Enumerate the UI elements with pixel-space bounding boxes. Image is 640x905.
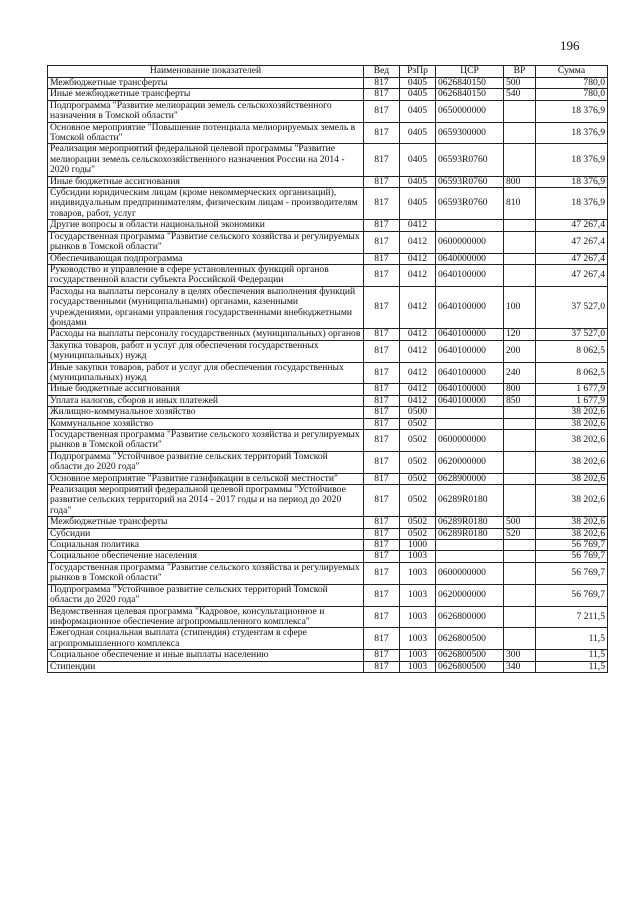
row-name-cell: Иные бюджетные ассигнования xyxy=(48,176,364,187)
row-rzpr-cell: 0412 xyxy=(400,384,436,395)
row-vr-cell xyxy=(504,606,536,628)
row-rzpr-cell: 0502 xyxy=(400,485,436,517)
row-vr-cell xyxy=(504,231,536,253)
row-ved-cell: 817 xyxy=(364,253,400,264)
row-ved-cell: 817 xyxy=(364,220,400,231)
row-ved-cell: 817 xyxy=(364,407,400,418)
row-rzpr-cell: 1000 xyxy=(400,540,436,551)
row-name-cell: Основное мероприятие "Развитие газификации в сельской местности" xyxy=(48,473,364,484)
row-vr-cell: 800 xyxy=(504,384,536,395)
row-sum-cell: 18 376,9 xyxy=(536,144,608,176)
row-sum-cell: 780,0 xyxy=(536,89,608,100)
row-vr-cell: 340 xyxy=(504,661,536,672)
row-sum-cell: 7 211,5 xyxy=(536,606,608,628)
row-csr-cell: 06593R0760 xyxy=(436,176,504,187)
row-csr-cell: 0640100000 xyxy=(436,264,504,286)
row-name-cell: Закупка товаров, работ и услуг для обеспечения государственных (муниципальных) нужд xyxy=(48,340,364,362)
row-ved-cell: 817 xyxy=(364,485,400,517)
table-row xyxy=(48,176,608,187)
row-sum-cell: 38 202,6 xyxy=(536,528,608,539)
table-row xyxy=(48,89,608,100)
row-csr-cell: 06289R0180 xyxy=(436,528,504,539)
row-vr-cell: 100 xyxy=(504,286,536,329)
table-row xyxy=(48,584,608,606)
row-sum-cell: 56 769,7 xyxy=(536,551,608,562)
row-rzpr-cell: 0502 xyxy=(400,517,436,528)
row-sum-cell: 37 527,0 xyxy=(536,286,608,329)
row-vr-cell xyxy=(504,473,536,484)
row-rzpr-cell: 1003 xyxy=(400,562,436,584)
table-row xyxy=(48,562,608,584)
row-sum-cell: 1 677,9 xyxy=(536,384,608,395)
table-row xyxy=(48,340,608,362)
row-rzpr-cell: 0412 xyxy=(400,264,436,286)
row-name-cell: Обеспечивающая подпрограмма xyxy=(48,253,364,264)
row-rzpr-cell: 0405 xyxy=(400,144,436,176)
row-ved-cell: 817 xyxy=(364,329,400,340)
row-name-cell: Социальное обеспечение и иные выплаты населению xyxy=(48,650,364,661)
row-sum-cell: 56 769,7 xyxy=(536,562,608,584)
row-csr-cell: 0640100000 xyxy=(436,395,504,406)
table-row xyxy=(48,540,608,551)
row-name-cell: Стипендии xyxy=(48,661,364,672)
row-ved-cell: 817 xyxy=(364,628,400,650)
row-rzpr-cell: 0412 xyxy=(400,253,436,264)
row-csr-cell: 0640100000 xyxy=(436,384,504,395)
table-row xyxy=(48,384,608,395)
row-rzpr-cell: 1003 xyxy=(400,628,436,650)
row-csr-cell: 0640100000 xyxy=(436,362,504,384)
row-sum-cell: 18 376,9 xyxy=(536,122,608,144)
row-vr-cell xyxy=(504,144,536,176)
row-rzpr-cell: 0500 xyxy=(400,407,436,418)
row-ved-cell: 817 xyxy=(364,89,400,100)
row-name-cell: Подпрограмма "Устойчивое развитие сельских территорий Томской области до 2020 года" xyxy=(48,451,364,473)
row-csr-cell xyxy=(436,418,504,429)
page-number: 196 xyxy=(560,38,580,53)
table-row xyxy=(48,430,608,452)
table-row xyxy=(48,551,608,562)
row-ved-cell: 817 xyxy=(364,264,400,286)
row-csr-cell: 0640100000 xyxy=(436,329,504,340)
row-vr-cell xyxy=(504,562,536,584)
row-name-cell: Межбюджетные трансферты xyxy=(48,517,364,528)
row-sum-cell: 47 267,4 xyxy=(536,253,608,264)
table-header-row xyxy=(48,66,608,78)
row-csr-cell: 0626840150 xyxy=(436,78,504,89)
header-rzpr: РзПр xyxy=(400,66,436,78)
row-name-cell: Расходы на выплаты персоналу государственных (муниципальных) органов xyxy=(48,329,364,340)
row-name-cell: Руководство и управление в сфере установленных функций органов государственной власти субъекта Российской Федерации xyxy=(48,264,364,286)
row-ved-cell: 817 xyxy=(364,100,400,122)
row-vr-cell xyxy=(504,451,536,473)
row-csr-cell xyxy=(436,551,504,562)
row-vr-cell xyxy=(504,264,536,286)
row-name-cell: Иные бюджетные ассигнования xyxy=(48,384,364,395)
row-name-cell: Расходы на выплаты персоналу в целях обеспечения выполнения функций государственными (муниципальными) органами, казенными учреждениями, органами управления государственными внебюджетными фондами xyxy=(48,286,364,329)
row-csr-cell: 0659300000 xyxy=(436,122,504,144)
row-csr-cell: 0620000000 xyxy=(436,584,504,606)
row-rzpr-cell: 0412 xyxy=(400,362,436,384)
row-csr-cell: 0626800000 xyxy=(436,606,504,628)
row-ved-cell: 817 xyxy=(364,650,400,661)
header-csr: ЦСР xyxy=(436,66,504,78)
row-name-cell: Основное мероприятие "Повышение потенциала мелиорируемых земель в Томской области" xyxy=(48,122,364,144)
row-name-cell: Межбюджетные трансферты xyxy=(48,78,364,89)
row-vr-cell: 540 xyxy=(504,89,536,100)
row-ved-cell: 817 xyxy=(364,528,400,539)
row-csr-cell: 06289R0180 xyxy=(436,517,504,528)
row-sum-cell: 11,5 xyxy=(536,661,608,672)
row-ved-cell: 817 xyxy=(364,606,400,628)
row-ved-cell: 817 xyxy=(364,286,400,329)
row-rzpr-cell: 1003 xyxy=(400,551,436,562)
table-row xyxy=(48,418,608,429)
row-rzpr-cell: 0405 xyxy=(400,176,436,187)
row-sum-cell: 38 202,6 xyxy=(536,418,608,429)
row-ved-cell: 817 xyxy=(364,395,400,406)
row-rzpr-cell: 0412 xyxy=(400,220,436,231)
row-vr-cell: 800 xyxy=(504,176,536,187)
row-rzpr-cell: 0412 xyxy=(400,395,436,406)
row-ved-cell: 817 xyxy=(364,661,400,672)
row-name-cell: Ежегодная социальная выплата (стипендия) студентам в сфере агропромышленного комплекса xyxy=(48,628,364,650)
row-csr-cell xyxy=(436,407,504,418)
row-sum-cell: 8 062,5 xyxy=(536,340,608,362)
row-rzpr-cell: 0405 xyxy=(400,78,436,89)
row-rzpr-cell: 0405 xyxy=(400,122,436,144)
row-csr-cell: 0626800500 xyxy=(436,628,504,650)
row-sum-cell: 47 267,4 xyxy=(536,264,608,286)
row-rzpr-cell: 1003 xyxy=(400,650,436,661)
row-name-cell: Жилищно-коммунальное хозяйство xyxy=(48,407,364,418)
row-ved-cell: 817 xyxy=(364,562,400,584)
header-ved: Вед xyxy=(364,66,400,78)
row-ved-cell: 817 xyxy=(364,551,400,562)
row-csr-cell: 0620000000 xyxy=(436,451,504,473)
table-row xyxy=(48,528,608,539)
row-vr-cell xyxy=(504,551,536,562)
row-vr-cell xyxy=(504,628,536,650)
row-sum-cell: 56 769,7 xyxy=(536,540,608,551)
table-row xyxy=(48,253,608,264)
row-vr-cell: 200 xyxy=(504,340,536,362)
table-row xyxy=(48,606,608,628)
row-sum-cell: 56 769,7 xyxy=(536,584,608,606)
row-ved-cell: 817 xyxy=(364,418,400,429)
row-vr-cell: 120 xyxy=(504,329,536,340)
row-name-cell: Коммунальное хозяйство xyxy=(48,418,364,429)
row-csr-cell: 0626800500 xyxy=(436,661,504,672)
table-row xyxy=(48,407,608,418)
table-row xyxy=(48,264,608,286)
row-name-cell: Государственная программа "Развитие сельского хозяйства и регулируемых рынков в Томской области" xyxy=(48,430,364,452)
table-row xyxy=(48,485,608,517)
row-name-cell: Субсидии xyxy=(48,528,364,539)
row-vr-cell xyxy=(504,540,536,551)
row-sum-cell: 47 267,4 xyxy=(536,220,608,231)
row-sum-cell: 38 202,6 xyxy=(536,451,608,473)
row-rzpr-cell: 0412 xyxy=(400,340,436,362)
row-vr-cell xyxy=(504,253,536,264)
row-vr-cell xyxy=(504,418,536,429)
row-sum-cell: 18 376,9 xyxy=(536,100,608,122)
table-row xyxy=(48,395,608,406)
row-name-cell: Социальное обеспечение населения xyxy=(48,551,364,562)
row-csr-cell: 0640000000 xyxy=(436,253,504,264)
row-rzpr-cell: 0502 xyxy=(400,473,436,484)
table-row xyxy=(48,122,608,144)
row-vr-cell xyxy=(504,407,536,418)
row-csr-cell: 06289R0180 xyxy=(436,485,504,517)
row-sum-cell: 1 677,9 xyxy=(536,395,608,406)
row-name-cell: Государственная программа "Развитие сельского хозяйства и регулируемых рынков в Томской области" xyxy=(48,231,364,253)
row-rzpr-cell: 0412 xyxy=(400,231,436,253)
table-row xyxy=(48,517,608,528)
row-ved-cell: 817 xyxy=(364,122,400,144)
header-sum: Сумма xyxy=(536,66,608,78)
row-vr-cell: 810 xyxy=(504,188,536,220)
row-csr-cell: 0640100000 xyxy=(436,286,504,329)
row-csr-cell: 0626840150 xyxy=(436,89,504,100)
row-ved-cell: 817 xyxy=(364,340,400,362)
row-csr-cell xyxy=(436,540,504,551)
budget-table xyxy=(47,65,608,673)
row-sum-cell: 38 202,6 xyxy=(536,473,608,484)
row-csr-cell: 06593R0760 xyxy=(436,188,504,220)
row-vr-cell: 850 xyxy=(504,395,536,406)
row-name-cell: Реализация мероприятий федеральной целевой программы "Развитие мелиорации земель сельскохозяйственного назначения России на 2014 - 2020 годы" xyxy=(48,144,364,176)
row-ved-cell: 817 xyxy=(364,430,400,452)
row-name-cell: Ведомственная целевая программа "Кадровое, консультационное и информационное обеспечение агропромышленного комплекса" xyxy=(48,606,364,628)
row-sum-cell: 38 202,6 xyxy=(536,517,608,528)
row-ved-cell: 817 xyxy=(364,176,400,187)
row-sum-cell: 8 062,5 xyxy=(536,362,608,384)
row-vr-cell xyxy=(504,584,536,606)
table-row xyxy=(48,78,608,89)
row-ved-cell: 817 xyxy=(364,231,400,253)
row-vr-cell xyxy=(504,220,536,231)
header-name: Наименование показателей xyxy=(48,66,364,78)
row-rzpr-cell: 0502 xyxy=(400,451,436,473)
row-sum-cell: 780,0 xyxy=(536,78,608,89)
row-name-cell: Государственная программа "Развитие сельского хозяйства и регулируемых рынков в Томской области" xyxy=(48,562,364,584)
row-sum-cell: 38 202,6 xyxy=(536,485,608,517)
row-csr-cell: 0626800500 xyxy=(436,650,504,661)
row-rzpr-cell: 0405 xyxy=(400,188,436,220)
row-name-cell: Иные межбюджетные трансферты xyxy=(48,89,364,100)
row-ved-cell: 817 xyxy=(364,584,400,606)
table-row xyxy=(48,231,608,253)
row-sum-cell: 47 267,4 xyxy=(536,231,608,253)
row-csr-cell: 0650000000 xyxy=(436,100,504,122)
row-vr-cell: 500 xyxy=(504,517,536,528)
row-csr-cell: 0600000000 xyxy=(436,562,504,584)
table-row xyxy=(48,100,608,122)
table-row xyxy=(48,650,608,661)
row-ved-cell: 817 xyxy=(364,451,400,473)
row-name-cell: Иные закупки товаров, работ и услуг для обеспечения государственных (муниципальных) нужд xyxy=(48,362,364,384)
table-row xyxy=(48,362,608,384)
row-name-cell: Подпрограмма "Устойчивое развитие сельских территорий Томской области до 2020 года" xyxy=(48,584,364,606)
row-sum-cell: 37 527,0 xyxy=(536,329,608,340)
row-rzpr-cell: 0412 xyxy=(400,329,436,340)
row-csr-cell: 06593R0760 xyxy=(436,144,504,176)
row-vr-cell: 240 xyxy=(504,362,536,384)
row-name-cell: Уплата налогов, сборов и иных платежей xyxy=(48,395,364,406)
table-row xyxy=(48,188,608,220)
table-row xyxy=(48,451,608,473)
row-vr-cell xyxy=(504,100,536,122)
row-rzpr-cell: 0405 xyxy=(400,89,436,100)
table-row xyxy=(48,286,608,329)
row-vr-cell: 500 xyxy=(504,78,536,89)
table-row xyxy=(48,661,608,672)
row-name-cell: Другие вопросы в области национальной экономики xyxy=(48,220,364,231)
row-vr-cell: 300 xyxy=(504,650,536,661)
row-ved-cell: 817 xyxy=(364,517,400,528)
row-vr-cell xyxy=(504,430,536,452)
row-csr-cell: 0628900000 xyxy=(436,473,504,484)
row-csr-cell: 0640100000 xyxy=(436,340,504,362)
row-csr-cell: 0600000000 xyxy=(436,430,504,452)
row-rzpr-cell: 0405 xyxy=(400,100,436,122)
row-sum-cell: 38 202,6 xyxy=(536,430,608,452)
row-rzpr-cell: 0502 xyxy=(400,418,436,429)
row-rzpr-cell: 1003 xyxy=(400,584,436,606)
table-row xyxy=(48,473,608,484)
table-row xyxy=(48,628,608,650)
row-rzpr-cell: 0502 xyxy=(400,528,436,539)
header-vr: ВР xyxy=(504,66,536,78)
row-sum-cell: 38 202,6 xyxy=(536,407,608,418)
row-ved-cell: 817 xyxy=(364,540,400,551)
table-row xyxy=(48,220,608,231)
row-name-cell: Субсидии юридическим лицам (кроме некоммерческих организаций), индивидуальным предпринимателям, физическим лицам - производителям товаров, работ, услуг xyxy=(48,188,364,220)
row-sum-cell: 11,5 xyxy=(536,650,608,661)
row-ved-cell: 817 xyxy=(364,144,400,176)
row-vr-cell: 520 xyxy=(504,528,536,539)
row-ved-cell: 817 xyxy=(364,473,400,484)
table-row xyxy=(48,144,608,176)
row-name-cell: Реализация мероприятий федеральной целевой программы "Устойчивое развитие сельских территорий на 2014 - 2017 годы и на период до 2020 года" xyxy=(48,485,364,517)
row-csr-cell xyxy=(436,220,504,231)
row-vr-cell xyxy=(504,485,536,517)
row-ved-cell: 817 xyxy=(364,188,400,220)
row-rzpr-cell: 1003 xyxy=(400,661,436,672)
row-sum-cell: 11,5 xyxy=(536,628,608,650)
row-csr-cell: 0600000000 xyxy=(436,231,504,253)
row-ved-cell: 817 xyxy=(364,362,400,384)
row-sum-cell: 18 376,9 xyxy=(536,176,608,187)
table-row xyxy=(48,329,608,340)
row-rzpr-cell: 1003 xyxy=(400,606,436,628)
row-rzpr-cell: 0502 xyxy=(400,430,436,452)
row-ved-cell: 817 xyxy=(364,384,400,395)
row-name-cell: Подпрограмма "Развитие мелиорации земель сельскохозяйственного назначения в Томской области" xyxy=(48,100,364,122)
row-rzpr-cell: 0412 xyxy=(400,286,436,329)
row-name-cell: Социальная политика xyxy=(48,540,364,551)
row-sum-cell: 18 376,9 xyxy=(536,188,608,220)
row-ved-cell: 817 xyxy=(364,78,400,89)
row-vr-cell xyxy=(504,122,536,144)
